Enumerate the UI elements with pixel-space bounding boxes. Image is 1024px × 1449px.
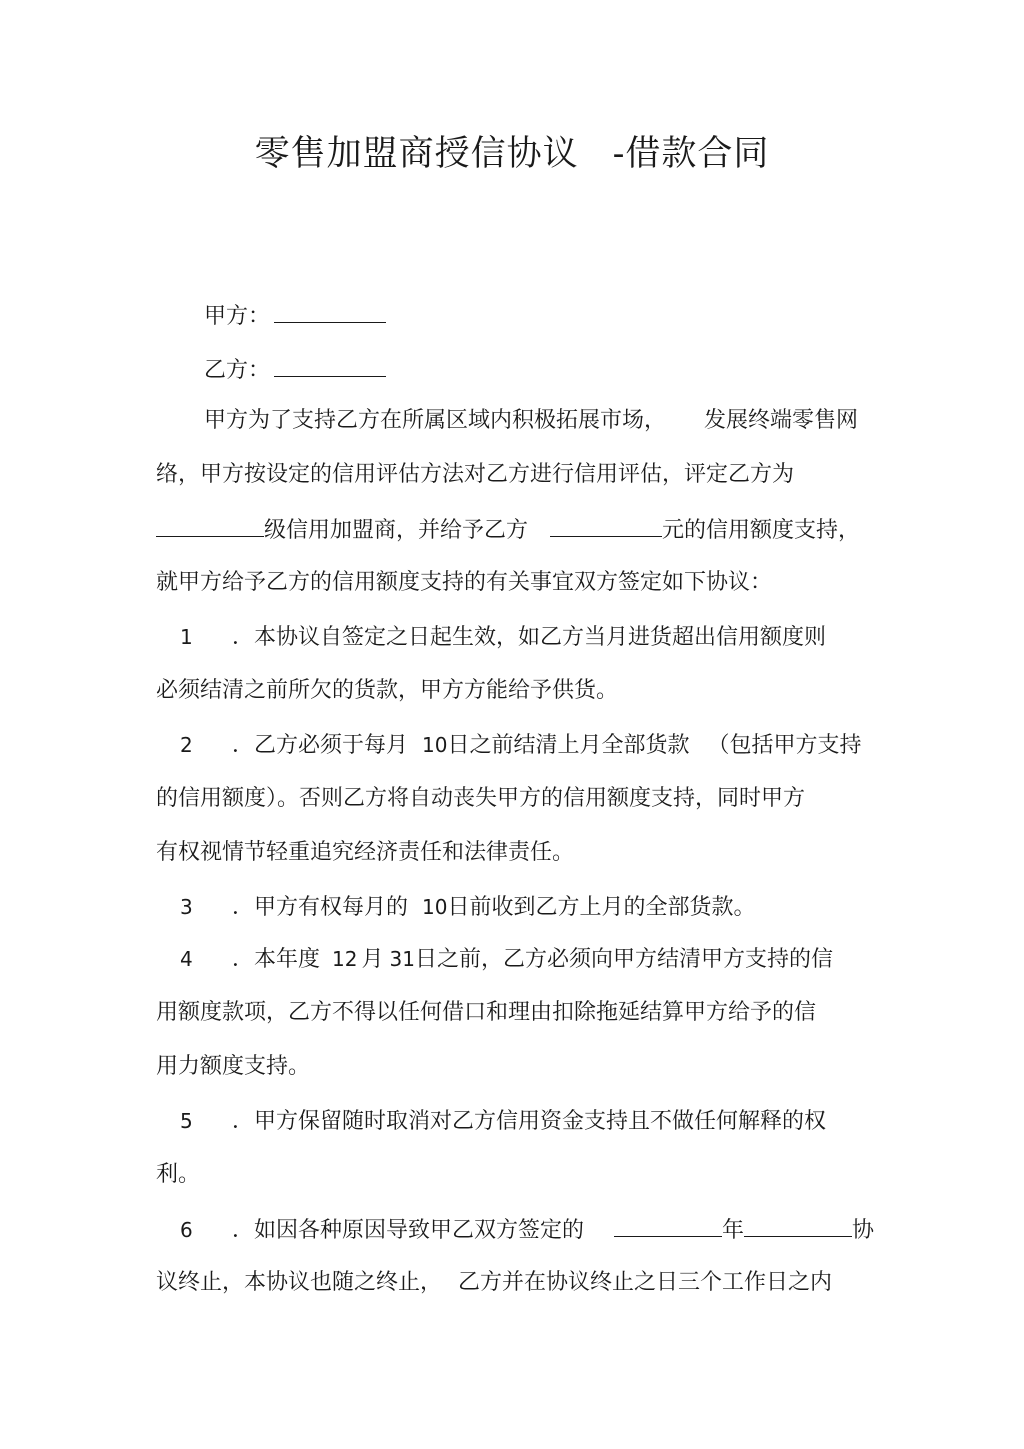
clause-text: 的信用额度）。否则乙方将自动丧失甲方的信用额度支持，同时甲方 [156, 786, 806, 811]
clause-1-line-2 [156, 676, 618, 706]
clause-number: 3 [180, 895, 193, 919]
clause-text: （包括甲方支持 [707, 733, 862, 758]
clause-text: ．甲方有权每月的 [232, 895, 409, 920]
intro-text: 级信用加盟商，并给予乙方 [264, 518, 529, 543]
party-b-blank[interactable] [274, 354, 386, 377]
party-b-line [204, 354, 386, 386]
clause-number: 6 [180, 1218, 193, 1242]
clause-6-line-1 [180, 1214, 875, 1246]
clause-text: 乙方并在协议终止之日三个工作日之内 [458, 1270, 833, 1295]
clause-text: 年 [722, 1218, 745, 1243]
document-title [0, 132, 1024, 176]
clause-2-line-1 [180, 730, 862, 761]
intro-text: 元的信用额度支持， [662, 518, 861, 543]
clause-text: ．如因各种原因导致甲乙双方签定的 [232, 1218, 585, 1243]
title-main: 零售加盟商授信协议 [254, 134, 579, 174]
credit-level-blank[interactable] [156, 514, 264, 537]
clause-number: 1 [180, 625, 193, 649]
clause-number-value: 10 [422, 895, 448, 919]
agreement-year-blank[interactable] [614, 1214, 722, 1237]
clause-text: ．甲方保留随时取消对乙方信用资金支持且不做任何解释的权 [232, 1109, 827, 1134]
clause-4-line-2 [156, 998, 816, 1028]
clause-text: 日之前，乙方必须向甲方结清甲方支持的信 [414, 947, 833, 972]
clause-text: ．本协议自签定之日起生效，如乙方当月进货超出信用额度则 [232, 625, 827, 650]
clause-text: 日之前结清上月全部货款 [447, 733, 690, 758]
clause-4-line-1 [180, 944, 833, 975]
intro-text: 络，甲方按设定的信用评估方法对乙方进行信用评估，评定乙方为 [156, 462, 795, 487]
clause-text: 用额度款项，乙方不得以任何借口和理由扣除拖延结算甲方给予的信 [156, 1000, 817, 1025]
clause-1-line-1 [180, 622, 827, 653]
clause-2-line-2 [156, 784, 805, 814]
clause-5-line-1 [180, 1106, 827, 1137]
clause-text: 用力额度支持。 [156, 1054, 311, 1079]
clause-text: ．乙方必须于每月 [232, 733, 409, 758]
party-b-label: 乙方： [204, 358, 271, 383]
clause-text: 协 [852, 1218, 875, 1243]
clause-6-line-2 [156, 1268, 832, 1298]
clause-text: 利。 [156, 1162, 201, 1187]
clause-4-line-3 [156, 1052, 310, 1082]
clause-number: 5 [180, 1109, 193, 1133]
clause-number-value: 31 [389, 947, 415, 971]
clause-text: 日前收到乙方上月的全部货款。 [447, 895, 756, 920]
intro-text: 就甲方给予乙方的信用额度支持的有关事宜双方签定如下协议： [156, 570, 773, 595]
credit-amount-blank[interactable] [550, 514, 662, 537]
clause-number-value: 12 [332, 947, 358, 971]
clause-number-value: 10 [422, 733, 448, 757]
intro-line-1 [204, 406, 858, 436]
clause-5-line-2 [156, 1160, 200, 1190]
agreement-name-blank[interactable] [744, 1214, 852, 1237]
party-a-blank[interactable] [274, 300, 386, 323]
party-a-line [204, 300, 386, 332]
intro-line-3 [156, 514, 860, 546]
clause-number: 4 [180, 947, 193, 971]
party-a-label: 甲方： [204, 304, 271, 329]
clause-text: ．本年度 [232, 947, 321, 972]
intro-line-2 [156, 460, 794, 490]
clause-number: 2 [180, 733, 193, 757]
clause-3-line-1 [180, 892, 756, 923]
intro-text: 甲方为了支持乙方在所属区域内积极拓展市场， [204, 408, 667, 433]
intro-line-4 [156, 568, 772, 598]
clause-text: 议终止，本协议也随之终止， [156, 1270, 443, 1295]
intro-text: 发展终端零售网 [704, 408, 859, 433]
clause-text: 月 [361, 947, 384, 972]
clause-text: 有权视情节轻重追究经济责任和法律责任。 [156, 840, 575, 865]
clause-2-line-3 [156, 838, 574, 868]
clause-text: 必须结清之前所欠的货款，甲方方能给予供货。 [156, 678, 619, 703]
title-sub: -借款合同 [612, 134, 770, 174]
